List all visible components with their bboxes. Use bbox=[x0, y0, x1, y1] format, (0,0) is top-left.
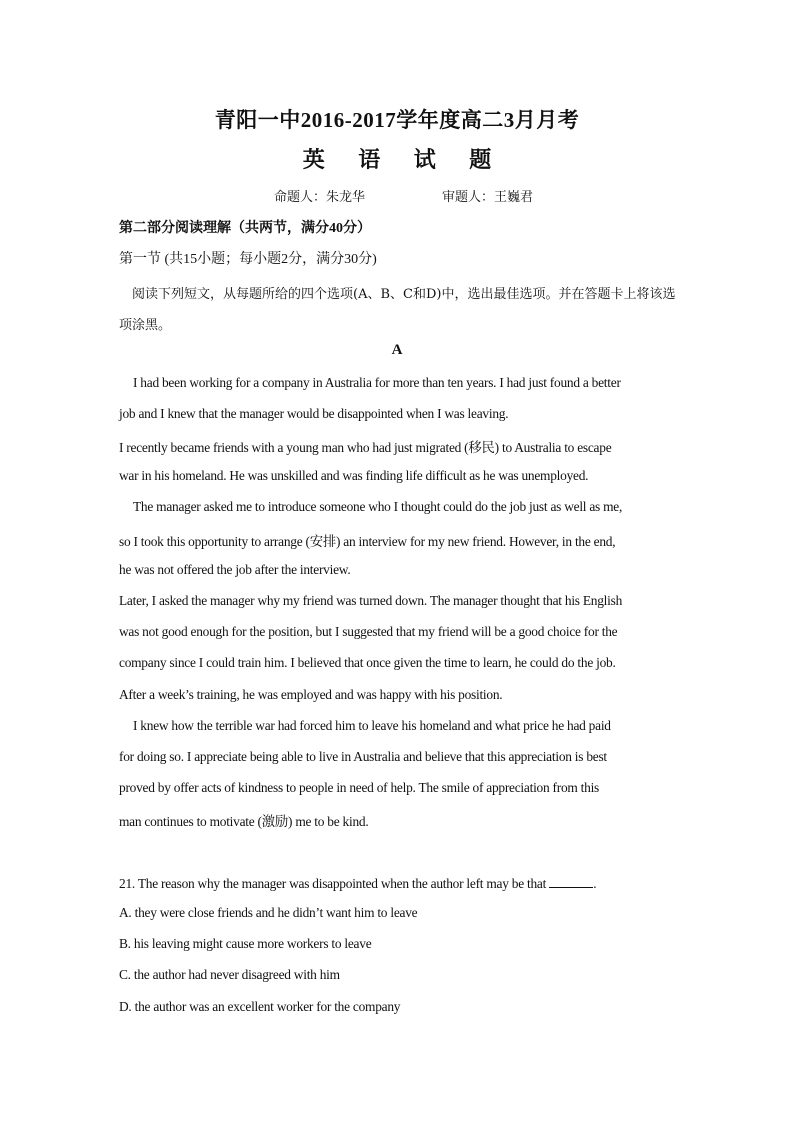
section-instructions: 阅读下列短文，从每题所给的四个选项(A、B、C和D)中，选出最佳选项。并在答题卡上将该选项涂黑。 bbox=[119, 287, 676, 333]
passage-line: was not good enough for the position, but I suggested that my friend will be a good choice for the bbox=[119, 624, 618, 639]
passage-line: I knew how the terrible war had forced him to leave his homeland and what price he had paid bbox=[133, 718, 611, 733]
passage-line: for doing so. I appreciate being able to live in Australia and believe that this appreciation is best bbox=[119, 749, 607, 764]
passage-line: The manager asked me to introduce someone who I thought could do the job just as well as me, bbox=[133, 499, 623, 514]
question-stem bbox=[119, 875, 596, 892]
answer-blank bbox=[549, 875, 593, 888]
exam-title: 青阳一中2016-2017学年度高二3月月考 bbox=[214, 108, 580, 132]
passage-line: Later, I asked the manager why my friend was turned down. The manager thought that his English bbox=[119, 593, 623, 608]
passage-line: job and I knew that the manager would be disappointed when I was leaving. bbox=[119, 406, 509, 421]
section-heading: 第二部分阅读理解（共两节，满分40分） bbox=[119, 221, 371, 236]
question-option-a: A. they were close friends and he didn’t want him to leave bbox=[119, 905, 418, 920]
question-setter: 命题人：朱龙华 bbox=[274, 190, 366, 205]
passage-line: man continues to motivate (激励) me to be kind. bbox=[119, 814, 369, 829]
question-stem-text: 21. The reason why the manager was disappointed when the author left may be that bbox=[119, 876, 547, 891]
exam-subtitle: 英 语 试 题 bbox=[302, 147, 506, 172]
section-part-heading: 第一节 (共15小题；每小题2分，满分30分) bbox=[119, 252, 377, 267]
passage-line: After a week’s training, he was employed and was happy with his position. bbox=[119, 687, 503, 702]
passage-line: I had been working for a company in Australia for more than ten years. I had just found a better bbox=[133, 375, 621, 390]
passage-line: he was not offered the job after the interview. bbox=[119, 562, 351, 577]
passage-label: A bbox=[391, 342, 403, 358]
passage-line: proved by offer acts of kindness to people in need of help. The smile of appreciation from this bbox=[119, 780, 600, 795]
passage-line: war in his homeland. He was unskilled and was finding life difficult as he was unemployed. bbox=[119, 468, 589, 483]
passage-line: I recently became friends with a young man who had just migrated (移民) to Australia to escape bbox=[119, 440, 612, 455]
question-option-c: C. the author had never disagreed with him bbox=[119, 967, 340, 982]
passage-line: so I took this opportunity to arrange (安排) an interview for my new friend. However, in the end, bbox=[119, 534, 616, 549]
question-reviewer: 审题人：王巍君 bbox=[442, 190, 534, 205]
passage-line: company since I could train him. I believed that once given the time to learn, he could do the job. bbox=[119, 655, 616, 670]
question-option-b: B. his leaving might cause more workers to leave bbox=[119, 936, 372, 951]
question-stem-end: . bbox=[593, 876, 597, 891]
question-option-d: D. the author was an excellent worker for the company bbox=[119, 999, 401, 1014]
